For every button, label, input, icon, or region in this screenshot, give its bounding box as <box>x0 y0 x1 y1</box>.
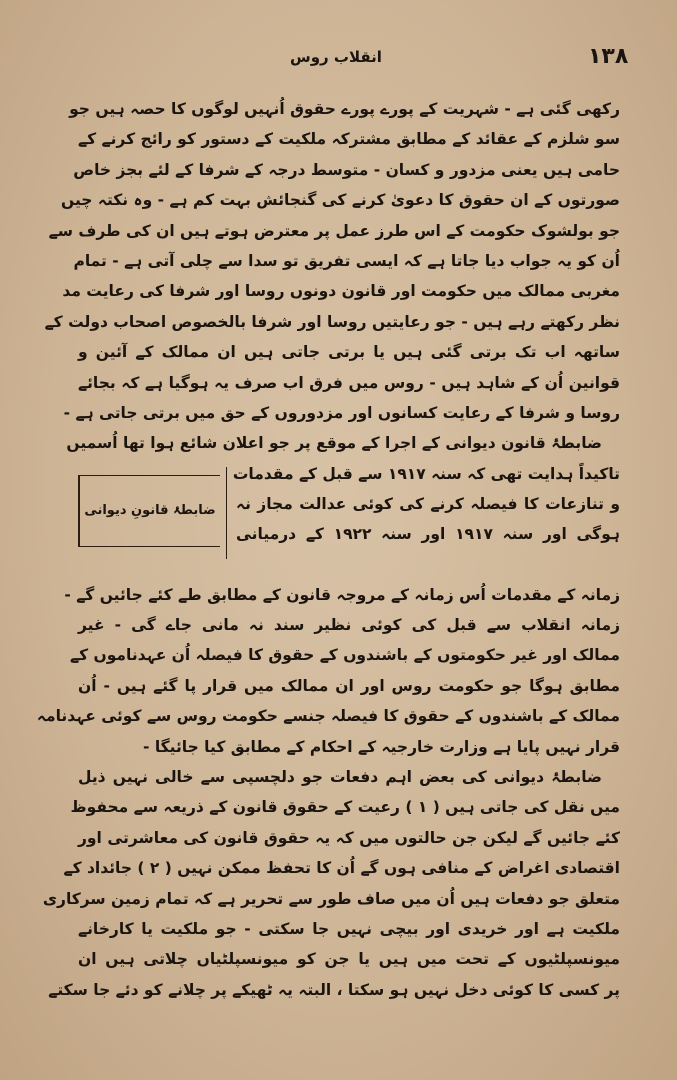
text-line: حامی ہیں یعنی مزدور و کسان - متوسط درجہ کے شرفا کے لئے بجز خاص <box>73 160 620 179</box>
text-line: میں نقل کی جاتی ہیں ( ۱ ) رعیت کے حقوق قانون کے ذریعہ سے محفوظ <box>70 798 620 817</box>
paragraph-2 <box>36 428 620 762</box>
text-line: جو بولشوک حکومت کے اس طرز عمل پر معترض ہوتے ہیں ان کی طرف سے <box>48 221 620 240</box>
text-line: صورتوں کے ان حقوق کا دعویٰ کرنے کی گنجائش بہت کم ہے - وہ نکتہ چیں <box>61 191 620 210</box>
text-line: زمانہ کے مقدمات اُس زمانہ کے مروجہ قانون کے مطابق طے کئے جائیں گے - <box>64 585 620 604</box>
text-line: زمانہ انقلاب سے قبل کی کوئی نظیر سند نہ مانی جاے گی - غیر <box>78 616 620 635</box>
text-line: پر کسی کا کوئی دخل نہیں ہو سکتا ، البتہ یہ ٹھیکے پر چلانے کو دئے جا سکتے <box>48 980 620 999</box>
text-line: قرار نہیں پایا ہے وزارت خارجیہ کے احکام کے مطابق کیا جائیگا - <box>142 737 620 756</box>
margin-rule <box>226 467 227 559</box>
text-line: ضابطۂ دیوانی کی بعض اہم دفعات جو دلچسپی سے خالی نہیں ذیل <box>78 768 602 787</box>
text-line: ممالک اور غیر حکومتوں کے باشندوں کے حقوق کا فیصلہ اُن عہدناموں کے <box>69 646 620 665</box>
side-note-box <box>78 475 220 547</box>
text-line: میونسپلٹیوں کے تحت میں ہیں یا جن کو میونسپلٹیاں چلاتی ہیں ان <box>78 950 620 969</box>
text-line: مغربی ممالک میں حکومت اور قانون دونوں روسا اور شرفا کی رعایت مد <box>62 282 620 301</box>
text-line: مطابق ہوگا جو حکومت روس اور ان ممالک میں قرار پا گئے ہیں - اُن <box>78 676 620 695</box>
text-line: ساتھہ اب تک برتی گئی ہیں یا برتی جاتی ہیں ان ممالک کے آئین و <box>78 343 620 362</box>
text-line: متعلق جو دفعات ہیں اُن میں صاف طور سے تحریر ہے کہ تمام زمین سرکاری <box>42 889 620 908</box>
paragraph-1 <box>44 94 620 428</box>
text-line: اقتصادی اغراض کے منافی ہوں گے اُن کا تحفظ ممکن نہیں ( ۲ ) جائداد کے <box>63 859 620 878</box>
body-text <box>36 94 620 1005</box>
text-line: رکھی گئی ہے - شہریت کے پورے پورے حقوق اُنہیں لوگوں کا حصہ ہیں جو <box>69 100 620 118</box>
side-note-label: ضابطۂ قانونِ دیوانی <box>84 503 216 519</box>
text-line: تاکیداً ہدایت تھی کہ سنہ ۱۹۱۷ سے قبل کے مقدمات <box>232 464 620 483</box>
text-line: نظر رکھتے رہے ہیں - جو رعایتیں روسا اور شرفا بالخصوص اصحاب دولت کے <box>44 312 620 331</box>
text-line: کئے جائیں گے لیکن جن حالتوں میں کہ یہ حقوق قانون کی معاشرتی اور <box>78 828 620 847</box>
inset-lines <box>232 459 620 550</box>
text-line: قوانین اُن کے شاہد ہیں - روس میں فرق اب صرف یہ ہوگیا ہے کہ بجائے <box>78 373 620 392</box>
text-line: ضابطۂ قانون دیوانی کے اجرا کے موقع پر جو اعلان شائع ہوا تھا اُسمیں <box>66 434 602 453</box>
text-line: سو شلزم کے عقائد کے مطابق مشترکہ ملکیت کے دستور کو رائج کرنے کے <box>78 130 620 149</box>
running-title: انقلاب روس <box>290 48 382 66</box>
text-line: ملکیت ہے اور خریدی اور بیچی نہیں جا سکتی - جو ملکیت یا کارخانے <box>78 919 620 938</box>
text-line: ہوگی اور سنہ ۱۹۱۷ اور سنہ ۱۹۲۲ کے درمیانی <box>236 525 620 544</box>
page-number: ۱۳۸ <box>588 44 629 69</box>
text-line: و تنازعات کا فیصلہ کرنے کی کوئی عدالت مجاز نہ <box>236 495 620 514</box>
text-line: روسا و شرفا کے رعایت کسانوں اور مزدوروں کے حق میں برتی جاتی ہے - <box>63 403 620 422</box>
text-line: ممالک کے باشندوں کے حقوق کا فیصلہ جنسے حکومت روس سے کوئی عہدنامہ <box>36 707 620 726</box>
paragraph-3 <box>42 762 620 1005</box>
page-header <box>0 40 677 80</box>
inset-section <box>78 459 620 580</box>
text-line: اُن کو یہ جواب دیا جاتا ہے کہ ایسی تفریق تو سدا سے چلی آتی ہے - تمام <box>73 251 620 270</box>
